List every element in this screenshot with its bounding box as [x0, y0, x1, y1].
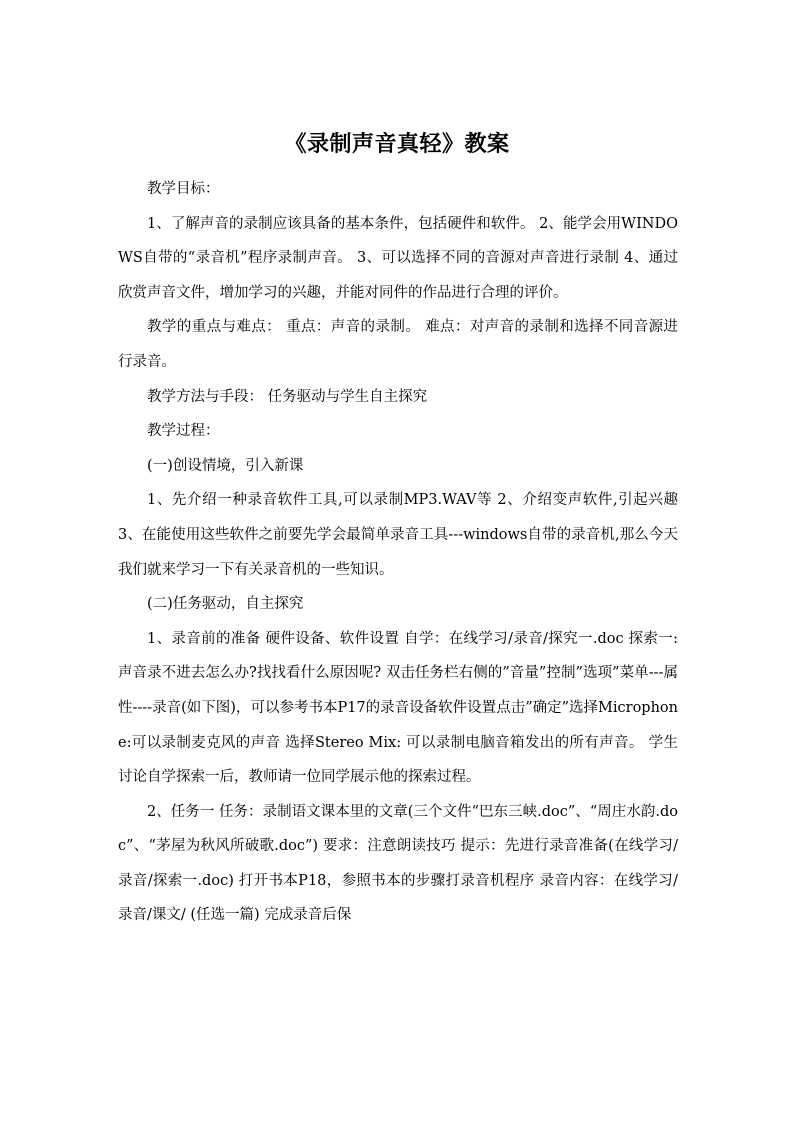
- paragraph-section-one: 1、先介绍一种录音软件工具,可以录制MP3.WAV等 2、介绍变声软件,引起兴趣 3、在能使用这些软件之前要先学会最简单录音工具---windows自带的录音机,那么今天我们就来学习一下有关录音机的一些知识。: [118, 492, 678, 578]
- paragraph-process-heading: 教学过程：: [147, 423, 220, 440]
- paragraph-methods: 教学方法与手段： 任务驱动与学生自主探究: [147, 388, 428, 405]
- paragraph-section-two-heading: (二)任务驱动，自主探究: [147, 596, 304, 613]
- paragraph-recording-preparation: 1、录音前的准备 硬件设备、软件设置 自学：在线学习/录音/探究一.doc 探索一:声音录不进去怎么办?找找看什么原因呢? 双击任务栏右侧的”音量”控制”选项”菜单---属性----录音(如下图)，可以参考书本P17的录音设备软件设置点击”确定”选择Microphone:可以录制麦克风的声音 选择Stereo Mix: 可以录制电脑音箱发出的所有声音。 学生讨论自学探索一后，教师请一位同学展示他的探索过程。: [118, 630, 678, 786]
- document-title: 《录制声音真轻》教案: [284, 131, 510, 157]
- paragraph-teaching-goals: 1、了解声音的录制应该具备的基本条件，包括硬件和软件。 2、能学会用WINDOWS自带的“录音机”程序录制声音。 3、可以选择不同的音源对声音进行录制 4、通过欣赏声音文件，增加学习的兴趣，并能对同件的作品进行合理的评价。: [118, 215, 678, 301]
- document-body: [118, 172, 678, 933]
- paragraph-section-one-heading: (一)创设情境，引入新课: [147, 457, 304, 474]
- paragraph-task-one: 2、任务一 任务：录制语文课本里的文章(三个文件“巴东三峡.doc”、“周庄水韵.doc”、“茅屋为秋风所破歌.doc”) 要求：注意朗读技巧 提示：先进行录音准备(在线学习/录音/探索一.doc) 打开书本P18，参照书本的步骤打录音机程序 录音内容：在线学习/录音/课文/ (任选一篇) 完成录音后保: [118, 803, 678, 924]
- paragraph-key-points: 教学的重点与难点： 重点：声音的录制。 难点：对声音的录制和选择不同音源进行录音。: [118, 319, 678, 370]
- paragraph-teaching-goals-heading: 教学目标：: [147, 181, 220, 197]
